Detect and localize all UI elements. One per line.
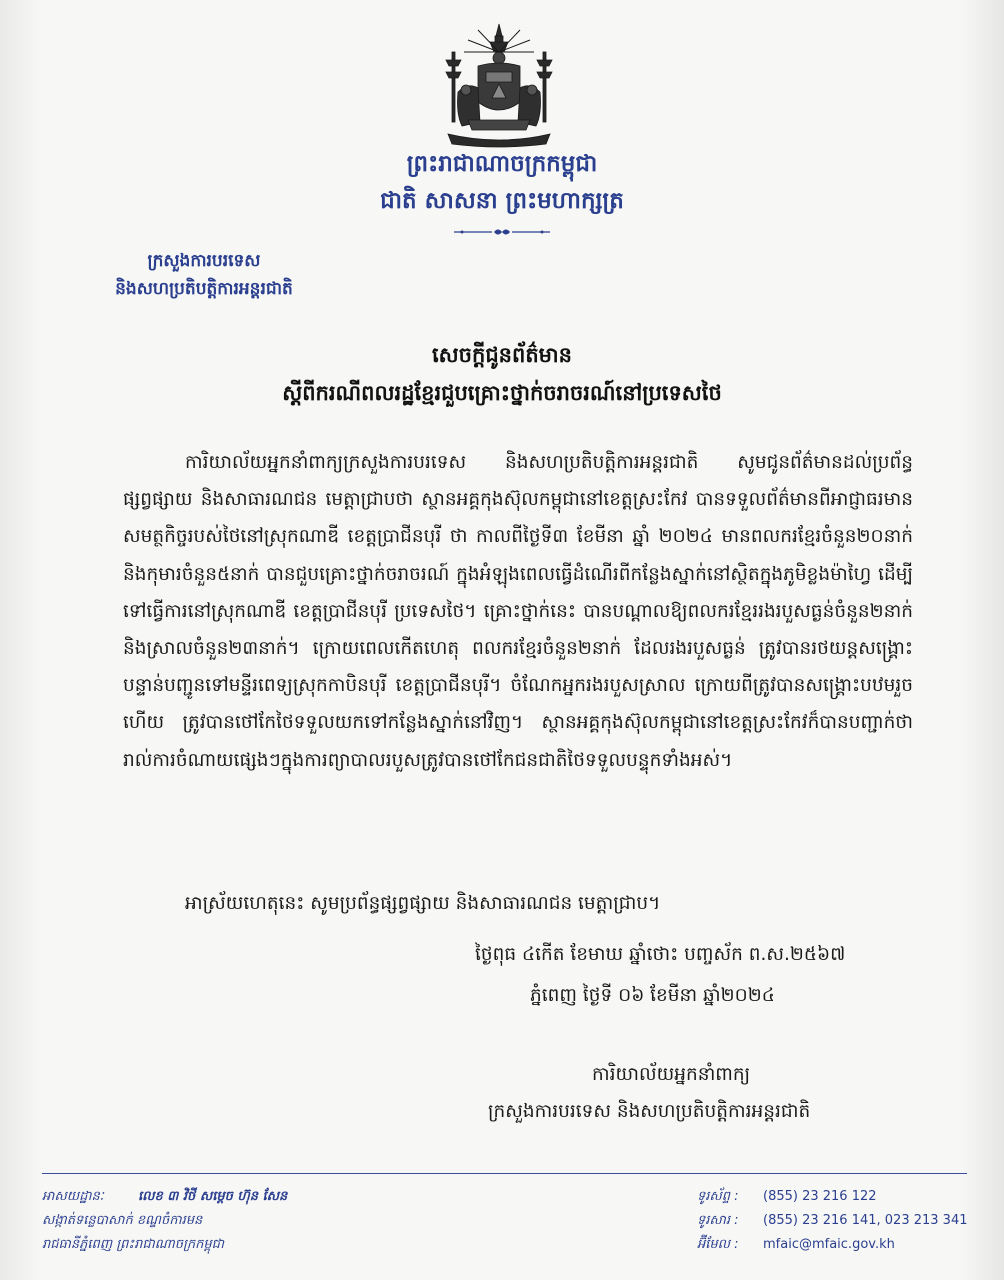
body-paragraph: ការិយាល័យអ្នកនាំពាក្យក្រសួងការបរទេស និងសហប្រតិបត្តិការអន្តរជាតិ សូមជូនព័ត៌មានដល់ប្រព័ន្ធផ្សព្វផ្សាយ និងសាធារណជន មេត្តាជ្រាបថា ស្ថានអគ្គកុងស៊ុលកម្ពុជានៅខេត្តស្រះកែវ បានទទួលព័ត៌មានពីអាជ្ញាធរមានសមត្ថកិច្ចរបស់ថៃនៅស្រុកណាឌី ខេត្តប្រាជីនបុរី ថា កាលពីថ្ងៃទី៣ ខែមីនា ឆ្នាំ ២០២៤ មានពលករខ្មែរចំនួន២០នាក់ និងកុមារចំនួន៥នាក់ បានជួបគ្រោះថ្នាក់ចរាចរណ៍ ក្នុងអំឡុងពេលធ្វើដំណើរពីកន្លែងស្នាក់នៅស្ថិតក្នុងភូមិខ្លងម៉ាហ្វៃ ដើម្បីទៅធ្វើការនៅស្រុកណាឌី ខេត្តប្រាជីនបុរី ប្រទេសថៃ។ គ្រោះថ្នាក់នេះ បានបណ្តាលឱ្យពលករខ្មែររងរបួសធ្ងន់ចំនួន២នាក់ និងស្រាលចំនួន២៣នាក់។ ក្រោយពេលកើតហេតុ ពលករខ្មែរចំនួន២នាក់ ដែលរងរបួសធ្ងន់ ត្រូវបានរថយន្តសង្គ្រោះបន្ទាន់បញ្ជូនទៅមន្ទីរពេទ្យស្រុកកាបិនបុរី ខេត្តប្រាជីនបុរី។ ចំណែកអ្នករងរបួសស្រាល ក្រោយពីត្រូវបានសង្គ្រោះបឋមរួចហើយ ត្រូវបានថៅកែថៃទទួលយកទៅកន្លែងស្នាក់នៅវិញ។ ស្ថានអគ្គកុងស៊ុលកម្ពុជានៅខេត្តស្រះកែវក៏បានបញ្ជាក់ថា រាល់ការចំណាយផ្សេងៗក្នុងការព្យាបាលរបួសត្រូវបានថៅកែជនជាតិថៃទទួលបន្ទុកទាំងអស់។ [123,452,913,771]
ministry-name-line1: ក្រសួងការបរទេស [147,251,261,271]
fax-label: ទូរសារ : [697,1213,739,1228]
footer-divider [42,1173,967,1174]
footer-address-line3: រាជធានីភ្នំពេញ ព្រះរាជាណាចក្រកម្ពុជា [42,1237,224,1252]
footer-address-line2: សង្កាត់ទន្លេបាសាក់ ខណ្ឌចំការមន [42,1213,203,1228]
address-street: លេខ ៣ វិថី សម្តេច ហ៊ុន សែន [138,1189,288,1204]
lunar-date: ថ្ងៃពុធ ៤កើត ខែមាឃ ឆ្នាំថោះ បញ្ចស័ក ព.ស.២៥៦៧ [475,944,846,965]
footer-fax [697,1212,968,1231]
footer-email [697,1236,895,1255]
national-motto: ជាតិ សាសនា ព្រះមហាក្សត្រ [380,188,624,214]
signature-office: ការិយាល័យអ្នកនាំពាក្យ [592,1064,751,1085]
signature-ministry: ក្រសួងការបរទេស និងសហប្រតិបត្តិការអន្តរជាតិ [488,1101,811,1122]
document-subject: ស្តីពីករណីពលរដ្ឋខ្មែរជួបគ្រោះថ្នាក់ចរាចរណ៍នៅប្រទេសថៃ [282,381,722,405]
fax-number: (855) 23 216 141, 023 213 341 [763,1213,968,1228]
email-label: អ៊ីមែល : [697,1237,739,1252]
ministry-name-line2: និងសហប្រតិបត្តិការអន្តរជាតិ [115,279,293,299]
address-label: អាសយដ្ឋានៈ [42,1189,104,1204]
ornament-divider-icon [452,226,552,238]
phone-label: ទូរស័ព្ទ : [697,1189,739,1204]
document-title: សេចក្តីជូនព័ត៌មាន [432,343,572,367]
royal-coat-of-arms-emblem [438,22,560,150]
solar-date: ភ្នំពេញ ថ្ងៃទី ០៦ ខែមីនា ឆ្នាំ២០២៤ [530,985,775,1006]
kingdom-name: ព្រះរាជាណាចក្រកម្ពុជា [406,151,598,177]
closing-sentence: អាស្រ័យហេតុនេះ សូមប្រព័ន្ធផ្សព្វផ្សាយ និងសាធារណជន មេត្តាជ្រាប។ [185,893,661,914]
email-address[interactable]: mfaic@mfaic.gov.kh [763,1237,895,1252]
footer-phone [697,1188,877,1207]
footer-address-line1 [42,1188,287,1207]
phone-number: (855) 23 216 122 [763,1189,877,1204]
